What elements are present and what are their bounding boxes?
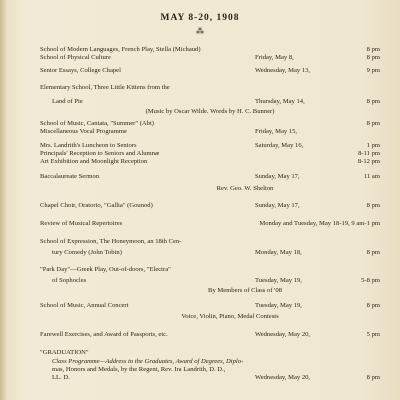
entry-date: Wednesday, May 13, [255,67,311,74]
entry-time: 8-12 pm [357,158,380,165]
entry-title: Chapel Choir, Oratorio, "Gallia" (Gounod) [40,202,153,209]
entry-chapel-choir [40,202,380,210]
entry-date: Friday, May 8, [255,54,294,61]
entry-musical-repertoires [40,220,380,228]
entry-date: Friday, May 15, [255,128,298,135]
entry-title: Farewell Exercises, and Award of Passports, etc. [40,331,168,338]
entry-line: LL. D. [52,374,70,381]
entry-time: 5-8 pm [361,277,380,284]
entry-subtitle: By Members of Class of '08 [208,287,282,294]
entry-title: School of Music, Annual Concert [40,302,129,309]
entry-modern-languages [40,46,380,62]
entry-reception [40,142,380,166]
entry-date: Sunday, May 17, [255,202,300,209]
entry-time: 8-11 pm [358,150,380,157]
graduation-heading: "GRADUATION" [40,349,89,356]
entry-line: Principals' Reception to Seniors and Alumnæ [40,150,160,157]
entry-time: 9 pm [366,67,380,74]
entry-title: Review of Musical Repertoires [40,220,123,227]
entry-time: 11 am [363,173,380,180]
entry-graduation [40,349,380,382]
entry-date: Tuesday, May 19, [255,302,302,309]
entry-line: Elementary School, Three Little Kittens from the [40,84,170,91]
entry-time: 8 pm [366,54,380,61]
entry-date: Tuesday, May 19, [255,277,302,284]
entry-subtitle: (Music by Oscar Wilde. Words by H. C. Bunner) [145,108,275,115]
entry-baccalaureate [40,173,380,193]
entry-senior-essays [40,67,380,75]
entry-time: 8 pm [366,249,380,256]
entry-time: 5 pm [366,331,380,338]
entry-title: Senior Essays, College Chapel [40,67,121,74]
entry-line: Class Programme—Address to the Graduates, Award of Degrees, Diplo- [52,358,244,365]
entry-line: Land of Pie [52,98,83,105]
entry-date: Monday, May 18, [255,249,302,256]
entry-line: mas, Honors and Medals, by the Regent, Rev. Ira Landrith, D. D., [52,366,226,373]
entry-subtitle: Rev. Geo. W. Shelton [216,185,274,192]
entry-time: 1 pm [366,142,380,149]
entry-time: 8 pm [366,202,380,209]
entry-farewell [40,331,380,339]
entry-time: 8 pm [366,46,380,53]
paper-edge [0,0,6,400]
entry-time: 8 pm [366,98,380,105]
entry-time: 8 pm [366,120,380,127]
entry-datetime: Monday and Tuesday, May 18-19, 9 am-1 pm [259,220,380,227]
entry-line: School of Physical Culture [40,54,111,61]
entry-expression [40,238,380,257]
entry-date: Thursday, May 14, [255,98,305,105]
entry-line: Mrs. Landrith's Luncheon to Seniors [40,142,137,149]
entry-elementary-school [40,84,380,116]
entry-line: "Park Day"—Greek Play, Out-of-doors, "Electra" [40,266,171,273]
entry-line: tury Comedy (John Tobin) [52,249,122,256]
entry-date: Wednesday, May 20, [255,374,311,381]
entry-line: Art Exhibition and Moonlight Reception [40,158,148,165]
entry-cantata [40,120,380,136]
entry-date: Saturday, May 16, [255,142,304,149]
ornament-icon: ⁂ [196,27,204,36]
entry-line: School of Expression, The Honeymoon, an 18th Cen- [40,238,182,245]
entry-title: Baccalaureate Sermon [40,173,100,180]
entry-line: of Sophocles [52,277,87,284]
entry-park-day [40,266,380,295]
entry-line: School of Modern Languages, French Play, Stella (Michaud) [40,46,201,53]
date-range-heading: MAY 8-20, 1908 [160,13,240,23]
entry-subtitle: Voice, Violin, Piano, Medal Contests [181,313,279,320]
entry-annual-concert [40,302,380,321]
entry-time: 8 pm [366,302,380,309]
entry-time: 8 pm [366,374,380,381]
entry-line: School of Music, Cantata, "Summer" (Abt) [40,120,154,127]
entry-date: Wednesday, May 20, [255,331,311,338]
entry-date: Sunday, May 17, [255,173,300,180]
entry-line: Miscellaneous Vocal Programme [40,128,127,135]
